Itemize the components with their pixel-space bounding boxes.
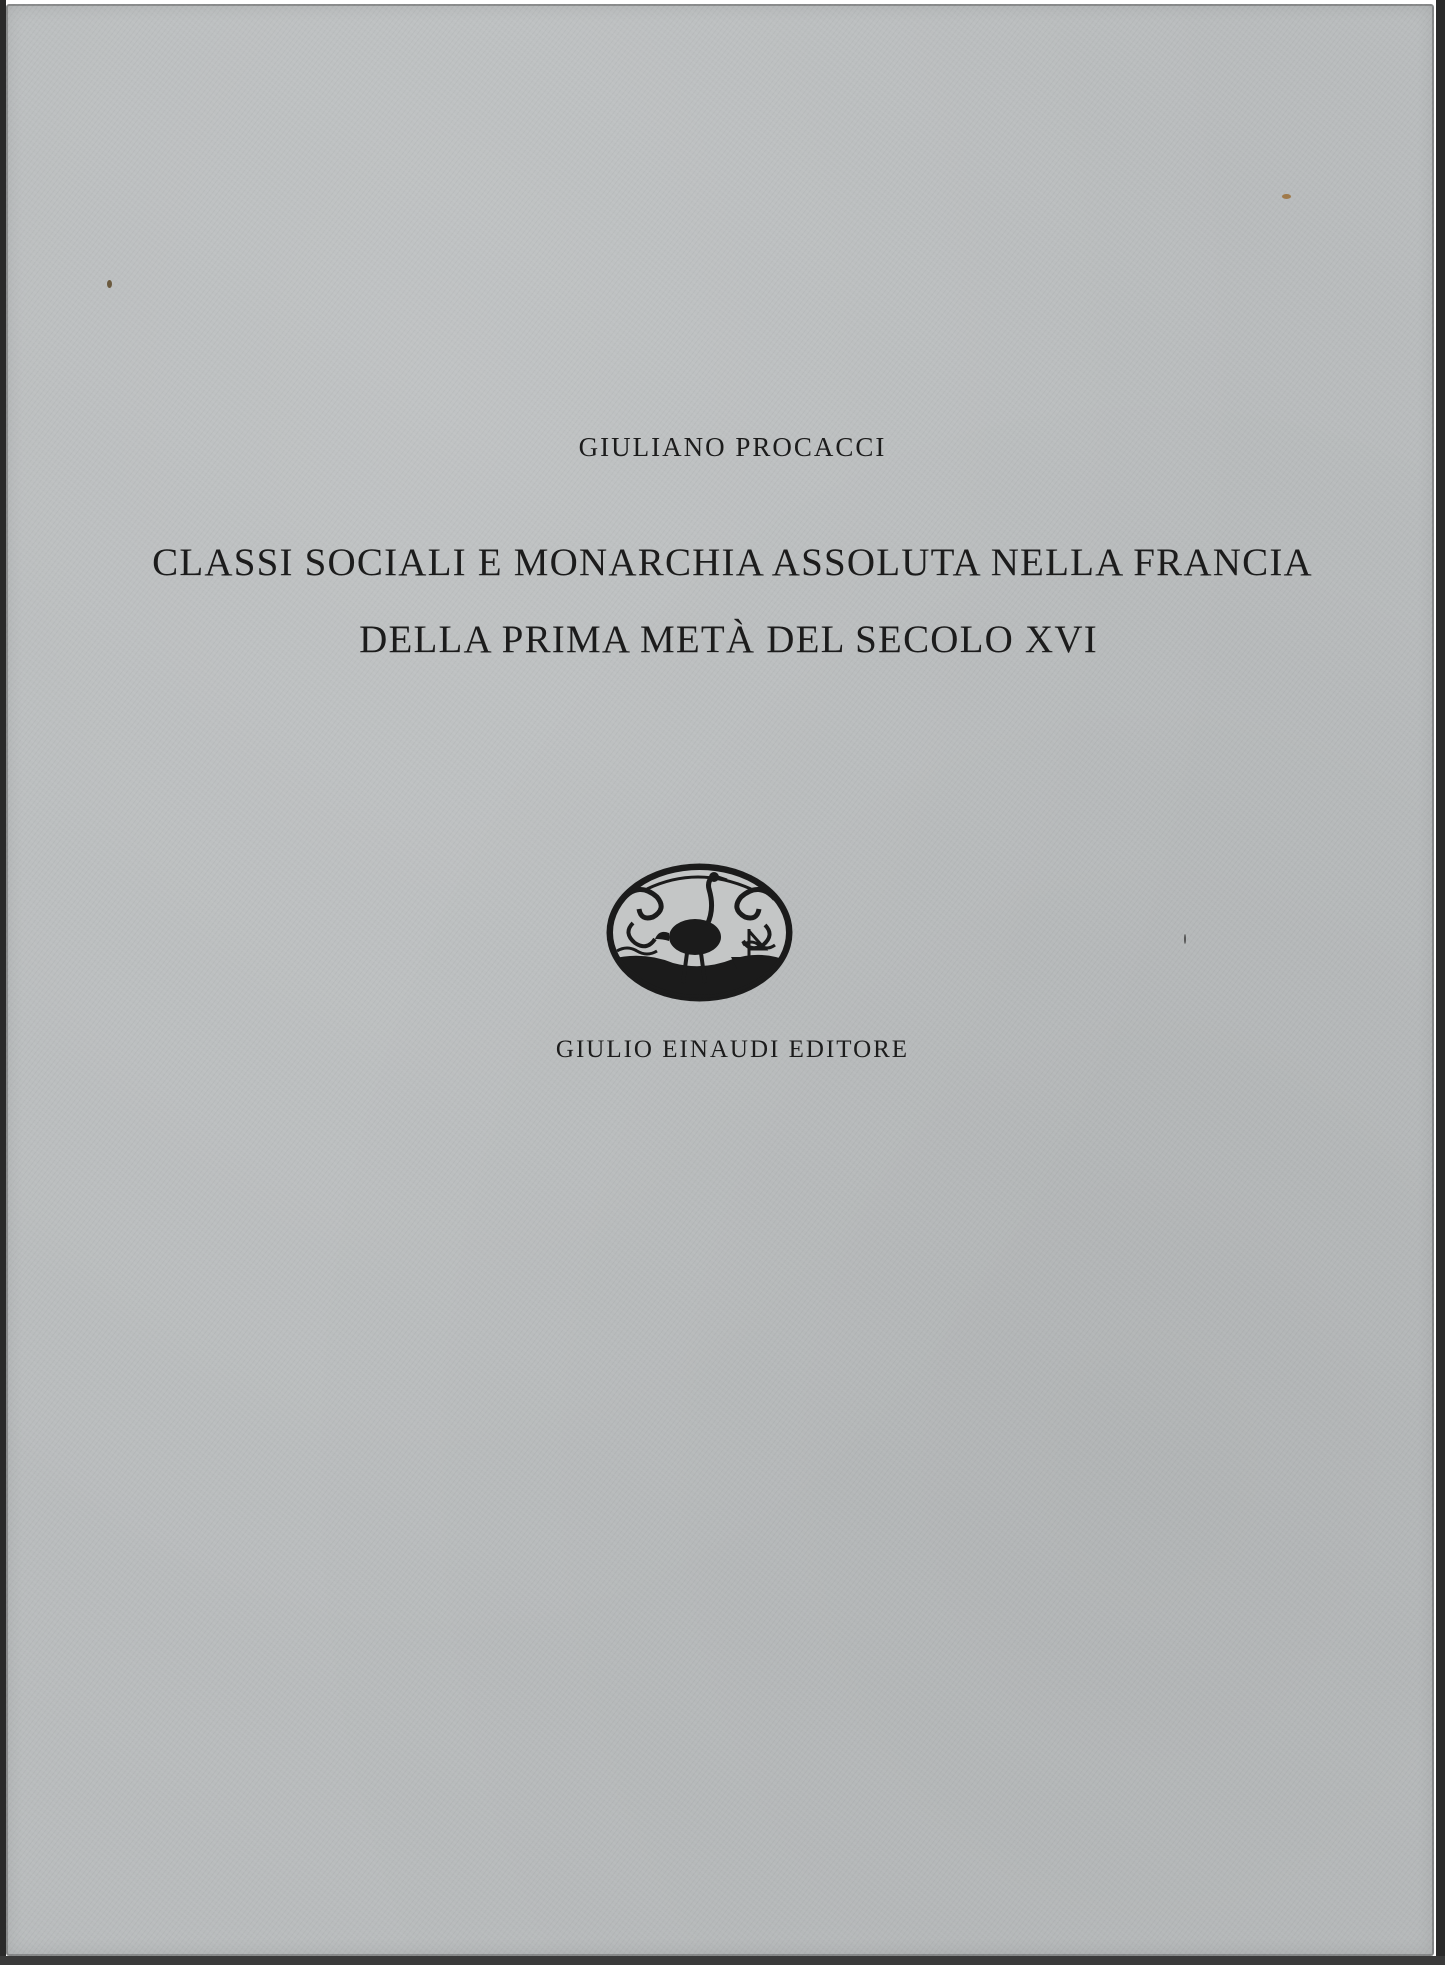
ostrich-emblem-icon bbox=[603, 859, 796, 1006]
bottom-edge-shadow bbox=[0, 1956, 1445, 1965]
right-edge-shadow bbox=[1436, 0, 1445, 1965]
paper-speck bbox=[1184, 934, 1186, 944]
author-name: GIULIANO PROCACCI bbox=[578, 432, 887, 462]
title-line-2: DELLA PRIMA METÀ DEL SECOLO XVI bbox=[359, 618, 1098, 661]
left-edge-shadow bbox=[0, 0, 6, 1965]
publisher-name: GIULIO EINAUDI EDITORE bbox=[555, 1036, 910, 1063]
paper-speck bbox=[107, 280, 112, 288]
title-line-1: CLASSI SOCIALI E MONARCHIA ASSOLUTA NELLA FRANCIA bbox=[152, 541, 1313, 584]
paper-speck bbox=[1282, 194, 1291, 199]
